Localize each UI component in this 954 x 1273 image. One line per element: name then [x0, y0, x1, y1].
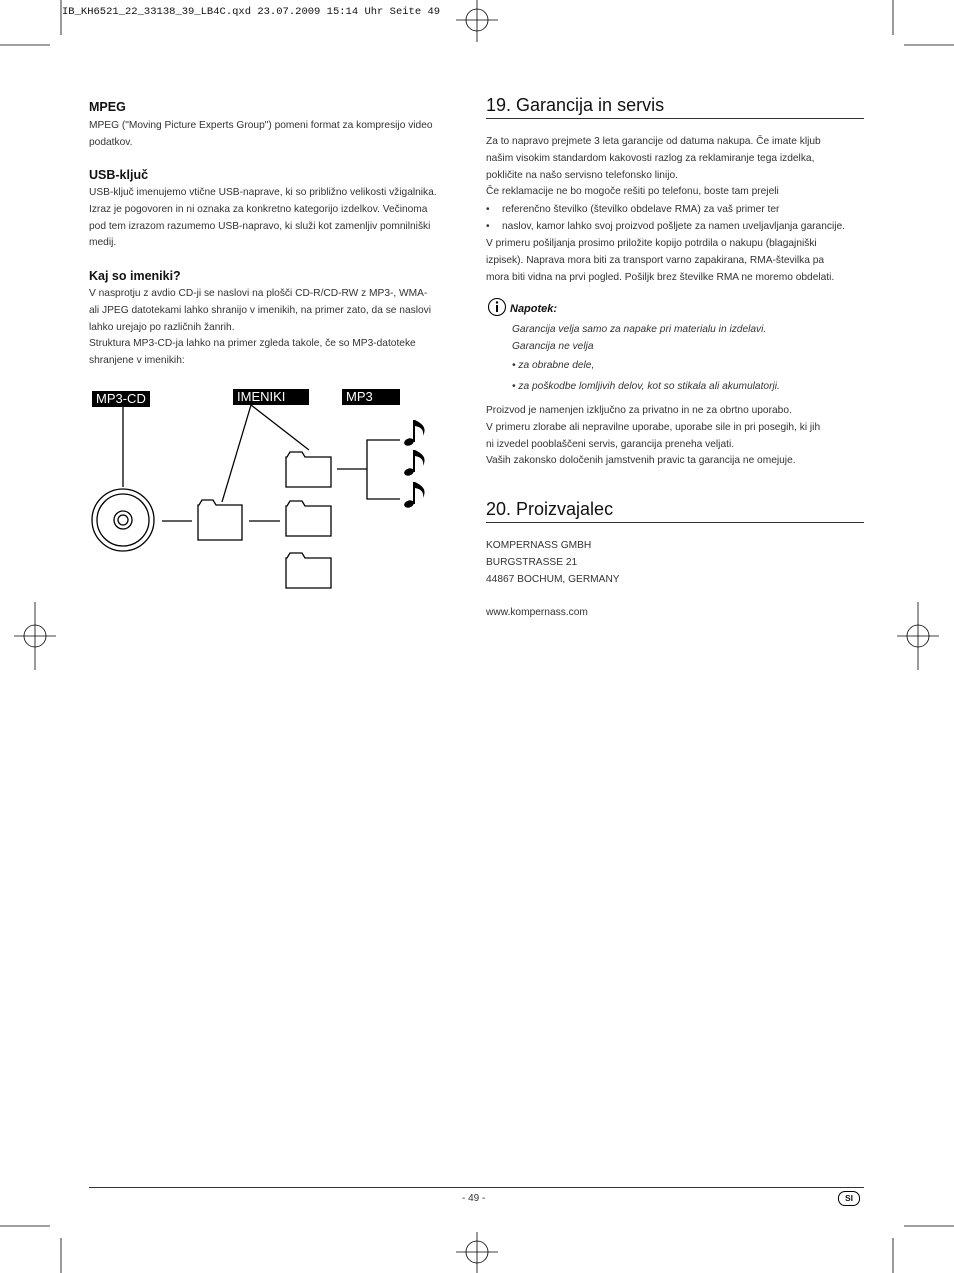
- mp3-cd-structure-diagram: [85, 400, 455, 600]
- usb-text: USB-ključ imenujemo vtične USB-naprave, ki so približno velikosti vžigalnika. Izraz je pogovoren in ni oznaka za konkretno kategorijo izdelkov. Večinoma pod tem izrazom razumemo USB-napravo, ki služi kot zamenljiv pomnilniški medij.: [89, 187, 437, 249]
- divider: [486, 522, 864, 523]
- cd-icon: [92, 489, 154, 551]
- manufacturer-heading: 20. Proizvajalec: [486, 499, 614, 519]
- manufacturer-website[interactable]: www.kompernass.com: [486, 607, 588, 618]
- footer-rule: [89, 1187, 864, 1188]
- mp3-label: MP3: [342, 389, 400, 405]
- info-icon: [487, 297, 507, 317]
- list-item: • naslov, kamor lahko svoj proizvod pošljete za namen uveljavljanja garancije.: [486, 220, 845, 232]
- folder-icon: [286, 501, 331, 536]
- mpeg-heading: MPEG: [89, 100, 126, 114]
- list-item: • za poškodbe lomljivih delov, kot so stikala ali akumulatorji.: [512, 380, 780, 392]
- music-notes-icon: [403, 420, 424, 509]
- note-heading: Napotek:: [510, 303, 558, 315]
- folder-icon: [286, 452, 331, 487]
- print-header: IB_KH6521_22_33138_39_LB4C.qxd 23.07.2009 15:14 Uhr Seite 49: [62, 6, 441, 18]
- dirs-heading: Kaj so imeniki?: [89, 269, 181, 283]
- note-bullets: [512, 358, 862, 396]
- divider: [486, 118, 864, 119]
- dirs-label: IMENIKI: [233, 389, 309, 405]
- list-item: • referenčno številko (številko obdelave RMA) za vaš primer ter: [486, 204, 780, 215]
- usb-heading: USB-ključ: [89, 168, 149, 182]
- folder-icon: [198, 500, 242, 540]
- warranty-heading: 19. Garancija in servis: [486, 95, 665, 115]
- dirs-text: V nasprotju z avdio CD-ji se naslovi na plošči CD-R/CD-RW z MP3-, WMA- ali JPEG datotekami lahko shranijo v imenikih, na primer zato, da se naslovi lahko urejajo po različnih žanrih. Struktura MP3-CD-ja lahko na primer zgleda takole, če so MP3-datoteke shranjene v imenikih:: [89, 288, 432, 367]
- warranty-text-3: Proizvod je namenjen izključno za privatno in ne za obrtno uporabo. V primeru zlorabe ali nepravilne uporabe, uporabe sile in pri posegih, ki jih ni izvedel pooblaščeni servis, garancija preneha veljati. Vaših zakonsko določenih jamstvenih pravic ta garancija ne omejuje.: [486, 405, 821, 467]
- page-number: - 49 -: [462, 1193, 486, 1204]
- mp3-cd-label: MP3-CD: [92, 391, 150, 407]
- manufacturer-address: KOMPERNASS GMBH BURGSTRASSE 21 44867 BOCHUM, GERMANY: [486, 540, 620, 585]
- folder-icon: [286, 553, 331, 588]
- warranty-bullets: [486, 202, 866, 236]
- note-text: Garancija velja samo za napake pri materialu in izdelavi. Garancija ne velja: [512, 324, 767, 352]
- language-badge: SI: [838, 1191, 860, 1206]
- list-item: • za obrabne dele,: [512, 360, 595, 371]
- warranty-text-2: V primeru pošiljanja prosimo priložite kopijo potrdila o nakupu (blagajniški izpisek). Naprava mora biti za transport varno zapakirana, RMA-številka pa mora biti vidna na prvi pogled. Pošiljk brez številke RMA ne moremo obdelati.: [486, 238, 835, 283]
- mpeg-text: MPEG ("Moving Picture Experts Group") pomeni format za kompresijo video podatkov.: [89, 120, 433, 148]
- warranty-text: Za to napravo prejmete 3 leta garancije od datuma nakupa. Če imate kljub našim visokim standardom kakovosti razlog za reklamiranje tega izdelka, pokličite na našo servisno telefonsko linijo. Če reklamacije ne bo mogoče rešiti po telefonu, boste tam prejeli: [486, 136, 821, 198]
